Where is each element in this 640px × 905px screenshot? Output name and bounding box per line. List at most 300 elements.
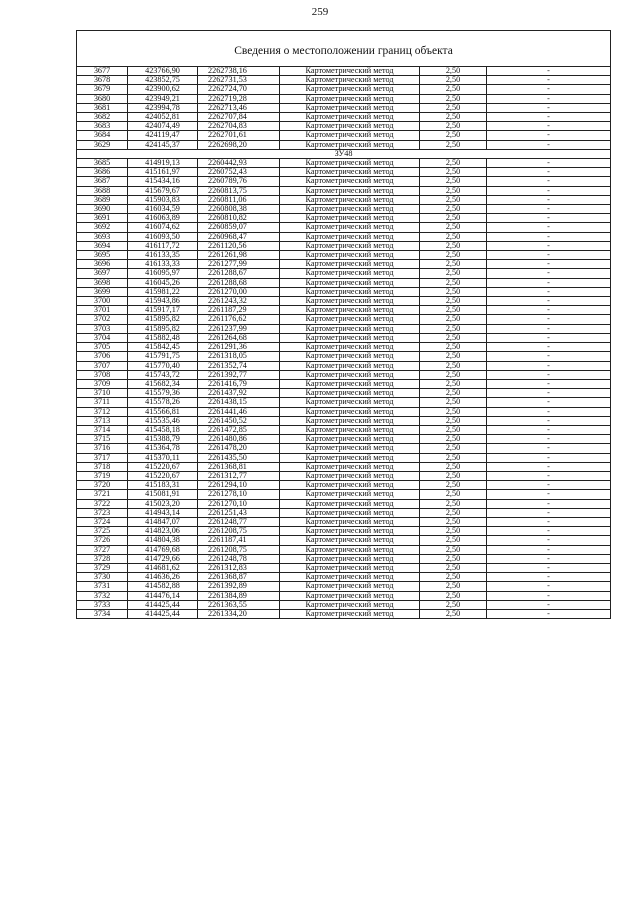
precision-cell: 2,50 — [420, 389, 487, 398]
point-number-cell: 3719 — [77, 471, 128, 480]
description-cell: - — [487, 361, 611, 370]
coord-x-cell: 415895,82 — [128, 315, 198, 324]
method-cell: Картометрический метод — [280, 168, 420, 177]
coord-x-cell: 415579,36 — [128, 389, 198, 398]
point-number-cell: 3694 — [77, 241, 128, 250]
precision-cell: 2,50 — [420, 609, 487, 618]
point-number-cell: 3698 — [77, 278, 128, 287]
coord-x-cell: 415791,75 — [128, 352, 198, 361]
coord-x-cell: 415882,48 — [128, 333, 198, 342]
precision-cell: 2,50 — [420, 186, 487, 195]
precision-cell: 2,50 — [420, 591, 487, 600]
description-cell: - — [487, 536, 611, 545]
description-cell: - — [487, 425, 611, 434]
boundary-table — [76, 30, 611, 619]
description-cell: - — [487, 416, 611, 425]
description-cell: - — [487, 444, 611, 453]
description-cell: - — [487, 333, 611, 342]
point-number-cell: 3725 — [77, 527, 128, 536]
point-number-cell: 3697 — [77, 269, 128, 278]
coord-x-cell: 424052,81 — [128, 113, 198, 122]
precision-cell: 2,50 — [420, 113, 487, 122]
point-number-cell: 3707 — [77, 361, 128, 370]
coord-x-cell: 423994,78 — [128, 103, 198, 112]
precision-cell: 2,50 — [420, 85, 487, 94]
coord-y-cell: 2261120,56 — [198, 241, 280, 250]
description-cell: - — [487, 159, 611, 168]
coord-y-cell: 2260859,07 — [198, 223, 280, 232]
coord-x-cell: 424145,37 — [128, 140, 198, 149]
description-cell: - — [487, 398, 611, 407]
point-number-cell: 3721 — [77, 490, 128, 499]
description-cell: - — [487, 232, 611, 241]
precision-cell: 2,50 — [420, 582, 487, 591]
precision-cell: 2,50 — [420, 545, 487, 554]
table-row — [77, 103, 611, 112]
description-cell: - — [487, 370, 611, 379]
coord-y-cell: 2261437,92 — [198, 389, 280, 398]
coord-y-cell: 2261392,77 — [198, 370, 280, 379]
table-row — [77, 435, 611, 444]
point-number-cell: 3684 — [77, 131, 128, 140]
description-cell: - — [487, 168, 611, 177]
table-row — [77, 122, 611, 131]
table-row — [77, 389, 611, 398]
precision-cell: 2,50 — [420, 481, 487, 490]
method-cell: Картометрический метод — [280, 554, 420, 563]
precision-cell: 2,50 — [420, 343, 487, 352]
coord-y-cell: 2260813,75 — [198, 186, 280, 195]
method-cell: Картометрический метод — [280, 527, 420, 536]
coord-y-cell: 2261208,75 — [198, 545, 280, 554]
coord-y-cell: 2261261,98 — [198, 251, 280, 260]
point-number-cell: 3705 — [77, 343, 128, 352]
method-cell: Картометрический метод — [280, 536, 420, 545]
table-row — [77, 297, 611, 306]
table-row — [77, 379, 611, 388]
description-cell: - — [487, 379, 611, 388]
coord-x-cell: 414681,62 — [128, 563, 198, 572]
coord-x-cell: 424074,49 — [128, 122, 198, 131]
table-row — [77, 517, 611, 526]
table-row — [77, 113, 611, 122]
method-cell: Картометрический метод — [280, 85, 420, 94]
precision-cell: 2,50 — [420, 131, 487, 140]
point-number-cell: 3682 — [77, 113, 128, 122]
description-cell: - — [487, 241, 611, 250]
method-cell: Картометрический метод — [280, 315, 420, 324]
point-number-cell: 3706 — [77, 352, 128, 361]
point-number-cell: 3695 — [77, 251, 128, 260]
table-row — [77, 343, 611, 352]
coord-y-cell: 2261334,20 — [198, 609, 280, 618]
coord-x-cell: 416063,89 — [128, 214, 198, 223]
table-row — [77, 545, 611, 554]
method-cell: Картометрический метод — [280, 260, 420, 269]
precision-cell: 2,50 — [420, 278, 487, 287]
table-row — [77, 269, 611, 278]
table-row — [77, 508, 611, 517]
precision-cell: 2,50 — [420, 554, 487, 563]
coord-x-cell: 423900,62 — [128, 85, 198, 94]
precision-cell: 2,50 — [420, 435, 487, 444]
method-cell: Картометрический метод — [280, 287, 420, 296]
precision-cell: 2,50 — [420, 453, 487, 462]
point-number-cell: 3699 — [77, 287, 128, 296]
point-number-cell: 3629 — [77, 140, 128, 149]
description-cell: - — [487, 205, 611, 214]
point-number-cell: 3732 — [77, 591, 128, 600]
coord-y-cell: 2262738,16 — [198, 67, 280, 76]
table-title-row — [77, 31, 611, 67]
table-row — [77, 241, 611, 250]
coord-y-cell: 2261435,50 — [198, 453, 280, 462]
point-number-cell: 3679 — [77, 85, 128, 94]
table-row — [77, 536, 611, 545]
coord-y-cell: 2261278,10 — [198, 490, 280, 499]
coord-x-cell: 414425,44 — [128, 609, 198, 618]
description-cell: - — [487, 122, 611, 131]
coord-y-cell: 2261363,55 — [198, 600, 280, 609]
table-title: Сведения о местоположении границ объекта — [77, 31, 611, 67]
coord-y-cell: 2262731,53 — [198, 76, 280, 85]
coord-y-cell: 2261438,15 — [198, 398, 280, 407]
coord-y-cell: 2262698,20 — [198, 140, 280, 149]
method-cell: Картометрический метод — [280, 67, 420, 76]
coord-x-cell: 414729,66 — [128, 554, 198, 563]
point-number-cell: 3724 — [77, 517, 128, 526]
point-number-cell: 3709 — [77, 379, 128, 388]
point-number-cell: 3718 — [77, 462, 128, 471]
coord-y-cell: 2261312,77 — [198, 471, 280, 480]
point-number-cell: 3691 — [77, 214, 128, 223]
precision-cell: 2,50 — [420, 462, 487, 471]
method-cell: Картометрический метод — [280, 573, 420, 582]
precision-cell: 2,50 — [420, 398, 487, 407]
point-number-cell: 3703 — [77, 324, 128, 333]
description-cell: - — [487, 195, 611, 204]
table-row — [77, 94, 611, 103]
method-cell: Картометрический метод — [280, 582, 420, 591]
precision-cell: 2,50 — [420, 425, 487, 434]
method-cell: Картометрический метод — [280, 76, 420, 85]
method-cell: Картометрический метод — [280, 195, 420, 204]
precision-cell: 2,50 — [420, 517, 487, 526]
method-cell: Картометрический метод — [280, 214, 420, 223]
coord-x-cell: 415388,79 — [128, 435, 198, 444]
precision-cell: 2,50 — [420, 297, 487, 306]
description-cell: - — [487, 251, 611, 260]
table-row — [77, 287, 611, 296]
point-number-cell: 3688 — [77, 186, 128, 195]
coord-x-cell: 415220,67 — [128, 462, 198, 471]
method-cell: Картометрический метод — [280, 425, 420, 434]
coord-x-cell: 424119,47 — [128, 131, 198, 140]
coord-x-cell: 414823,06 — [128, 527, 198, 536]
point-number-cell: 3700 — [77, 297, 128, 306]
coord-y-cell: 2260811,06 — [198, 195, 280, 204]
description-cell: - — [487, 223, 611, 232]
method-cell: Картометрический метод — [280, 453, 420, 462]
coord-x-cell: 415770,40 — [128, 361, 198, 370]
coord-y-cell: 2260752,43 — [198, 168, 280, 177]
description-cell: - — [487, 582, 611, 591]
coord-y-cell: 2260968,47 — [198, 232, 280, 241]
method-cell: Картометрический метод — [280, 205, 420, 214]
point-number-cell: 3726 — [77, 536, 128, 545]
method-cell: Картометрический метод — [280, 416, 420, 425]
precision-cell: 2,50 — [420, 333, 487, 342]
point-number-cell: 3685 — [77, 159, 128, 168]
method-cell: Картометрический метод — [280, 545, 420, 554]
precision-cell: 2,50 — [420, 407, 487, 416]
coord-x-cell: 415535,46 — [128, 416, 198, 425]
description-cell: - — [487, 600, 611, 609]
coord-x-cell: 414425,44 — [128, 600, 198, 609]
description-cell: - — [487, 545, 611, 554]
point-number-cell: 3714 — [77, 425, 128, 434]
precision-cell: 2,50 — [420, 379, 487, 388]
precision-cell: 2,50 — [420, 159, 487, 168]
point-number-cell: 3722 — [77, 499, 128, 508]
method-cell: Картометрический метод — [280, 462, 420, 471]
method-cell: Картометрический метод — [280, 333, 420, 342]
precision-cell: 2,50 — [420, 444, 487, 453]
point-number-cell: 3733 — [77, 600, 128, 609]
coord-x-cell: 414476,14 — [128, 591, 198, 600]
description-cell: - — [487, 573, 611, 582]
method-cell: Картометрический метод — [280, 600, 420, 609]
description-cell: - — [487, 113, 611, 122]
method-cell: Картометрический метод — [280, 471, 420, 480]
method-cell: Картометрический метод — [280, 609, 420, 618]
table-row — [77, 260, 611, 269]
description-cell: - — [487, 591, 611, 600]
method-cell: Картометрический метод — [280, 490, 420, 499]
coord-y-cell: 2261368,87 — [198, 573, 280, 582]
point-number-cell: 3693 — [77, 232, 128, 241]
point-number-cell: 3677 — [77, 67, 128, 76]
table-row — [77, 462, 611, 471]
precision-cell: 2,50 — [420, 315, 487, 324]
table-row — [77, 315, 611, 324]
precision-cell: 2,50 — [420, 490, 487, 499]
coord-x-cell: 415943,86 — [128, 297, 198, 306]
description-cell: - — [487, 324, 611, 333]
method-cell: Картометрический метод — [280, 140, 420, 149]
table-row — [77, 306, 611, 315]
table-row — [77, 600, 611, 609]
table-row — [77, 251, 611, 260]
precision-cell: 2,50 — [420, 232, 487, 241]
description-cell: - — [487, 527, 611, 536]
description-cell: - — [487, 508, 611, 517]
coord-x-cell: 414636,26 — [128, 573, 198, 582]
table-row — [77, 398, 611, 407]
description-cell: - — [487, 554, 611, 563]
method-cell: Картометрический метод — [280, 591, 420, 600]
precision-cell: 2,50 — [420, 195, 487, 204]
method-cell: Картометрический метод — [280, 177, 420, 186]
coord-y-cell: 2261288,68 — [198, 278, 280, 287]
coord-x-cell: 415566,81 — [128, 407, 198, 416]
precision-cell: 2,50 — [420, 600, 487, 609]
description-cell: - — [487, 453, 611, 462]
coord-x-cell: 415023,20 — [128, 499, 198, 508]
point-number-cell: 3734 — [77, 609, 128, 618]
precision-cell: 2,50 — [420, 214, 487, 223]
description-cell: - — [487, 407, 611, 416]
table-row — [77, 352, 611, 361]
description-cell: - — [487, 76, 611, 85]
coord-y-cell: 2260442,93 — [198, 159, 280, 168]
coord-x-cell: 416133,33 — [128, 260, 198, 269]
method-cell: Картометрический метод — [280, 131, 420, 140]
point-number-cell: 3715 — [77, 435, 128, 444]
description-cell: - — [487, 177, 611, 186]
description-cell: - — [487, 140, 611, 149]
coord-x-cell: 415981,22 — [128, 287, 198, 296]
method-cell: Картометрический метод — [280, 241, 420, 250]
description-cell: - — [487, 260, 611, 269]
table-row — [77, 195, 611, 204]
coord-x-cell: 414582,88 — [128, 582, 198, 591]
coord-y-cell: 2261318,05 — [198, 352, 280, 361]
precision-cell: 2,50 — [420, 471, 487, 480]
coord-x-cell: 415458,18 — [128, 425, 198, 434]
table-row — [77, 131, 611, 140]
point-number-cell: 3704 — [77, 333, 128, 342]
method-cell: Картометрический метод — [280, 159, 420, 168]
coord-x-cell: 414919,13 — [128, 159, 198, 168]
point-number-cell: 3717 — [77, 453, 128, 462]
precision-cell: 2,50 — [420, 508, 487, 517]
point-number-cell: 3712 — [77, 407, 128, 416]
boundary-table-container — [76, 30, 610, 619]
point-number-cell: 3730 — [77, 573, 128, 582]
point-number-cell: 3689 — [77, 195, 128, 204]
table-row — [77, 67, 611, 76]
description-cell: - — [487, 214, 611, 223]
method-cell: Картометрический метод — [280, 444, 420, 453]
point-number-cell: 3713 — [77, 416, 128, 425]
table-row — [77, 499, 611, 508]
coord-y-cell: 2261251,43 — [198, 508, 280, 517]
description-cell: - — [487, 462, 611, 471]
coord-x-cell: 414769,68 — [128, 545, 198, 554]
table-row — [77, 407, 611, 416]
description-cell: - — [487, 471, 611, 480]
group-label: ЗУ48 — [77, 149, 611, 158]
point-number-cell: 3729 — [77, 563, 128, 572]
description-cell: - — [487, 186, 611, 195]
description-cell: - — [487, 517, 611, 526]
coord-y-cell: 2261392,89 — [198, 582, 280, 591]
table-row — [77, 159, 611, 168]
precision-cell: 2,50 — [420, 251, 487, 260]
precision-cell: 2,50 — [420, 103, 487, 112]
coord-y-cell: 2262707,84 — [198, 113, 280, 122]
coord-y-cell: 2261384,89 — [198, 591, 280, 600]
table-row — [77, 361, 611, 370]
method-cell: Картометрический метод — [280, 94, 420, 103]
coord-x-cell: 414804,38 — [128, 536, 198, 545]
table-row — [77, 140, 611, 149]
coord-y-cell: 2261450,52 — [198, 416, 280, 425]
table-row — [77, 416, 611, 425]
method-cell: Картометрический метод — [280, 103, 420, 112]
precision-cell: 2,50 — [420, 94, 487, 103]
coord-x-cell: 416117,72 — [128, 241, 198, 250]
precision-cell: 2,50 — [420, 260, 487, 269]
table-row — [77, 370, 611, 379]
coord-x-cell: 416074,62 — [128, 223, 198, 232]
coord-x-cell: 415679,67 — [128, 186, 198, 195]
point-number-cell: 3683 — [77, 122, 128, 131]
table-row — [77, 582, 611, 591]
description-cell: - — [487, 481, 611, 490]
coord-x-cell: 415917,17 — [128, 306, 198, 315]
method-cell: Картометрический метод — [280, 324, 420, 333]
coord-x-cell: 415220,67 — [128, 471, 198, 480]
table-row — [77, 333, 611, 342]
point-number-cell: 3690 — [77, 205, 128, 214]
table-row — [77, 490, 611, 499]
point-number-cell: 3708 — [77, 370, 128, 379]
coord-y-cell: 2261264,68 — [198, 333, 280, 342]
table-row — [77, 186, 611, 195]
method-cell: Картометрический метод — [280, 122, 420, 131]
description-cell: - — [487, 389, 611, 398]
page-number: 259 — [311, 6, 329, 18]
precision-cell: 2,50 — [420, 241, 487, 250]
method-cell: Картометрический метод — [280, 407, 420, 416]
precision-cell: 2,50 — [420, 122, 487, 131]
description-cell: - — [487, 103, 611, 112]
description-cell: - — [487, 435, 611, 444]
coord-y-cell: 2261291,36 — [198, 343, 280, 352]
coord-y-cell: 2261441,46 — [198, 407, 280, 416]
description-cell: - — [487, 85, 611, 94]
precision-cell: 2,50 — [420, 168, 487, 177]
precision-cell: 2,50 — [420, 573, 487, 582]
coord-y-cell: 2261368,81 — [198, 462, 280, 471]
description-cell: - — [487, 131, 611, 140]
method-cell: Картометрический метод — [280, 508, 420, 517]
method-cell: Картометрический метод — [280, 269, 420, 278]
coord-x-cell: 415364,78 — [128, 444, 198, 453]
coord-x-cell: 416133,35 — [128, 251, 198, 260]
table-row — [77, 177, 611, 186]
method-cell: Картометрический метод — [280, 352, 420, 361]
precision-cell: 2,50 — [420, 370, 487, 379]
coord-y-cell: 2260810,82 — [198, 214, 280, 223]
table-row — [77, 481, 611, 490]
coord-x-cell: 415903,83 — [128, 195, 198, 204]
table-row — [77, 76, 611, 85]
point-number-cell: 3680 — [77, 94, 128, 103]
table-row — [77, 527, 611, 536]
description-cell: - — [487, 306, 611, 315]
coord-y-cell: 2261472,85 — [198, 425, 280, 434]
coord-y-cell: 2261312,83 — [198, 563, 280, 572]
method-cell: Картометрический метод — [280, 113, 420, 122]
method-cell: Картометрический метод — [280, 278, 420, 287]
coord-x-cell: 415370,11 — [128, 453, 198, 462]
description-cell: - — [487, 352, 611, 361]
description-cell: - — [487, 343, 611, 352]
point-number-cell: 3728 — [77, 554, 128, 563]
